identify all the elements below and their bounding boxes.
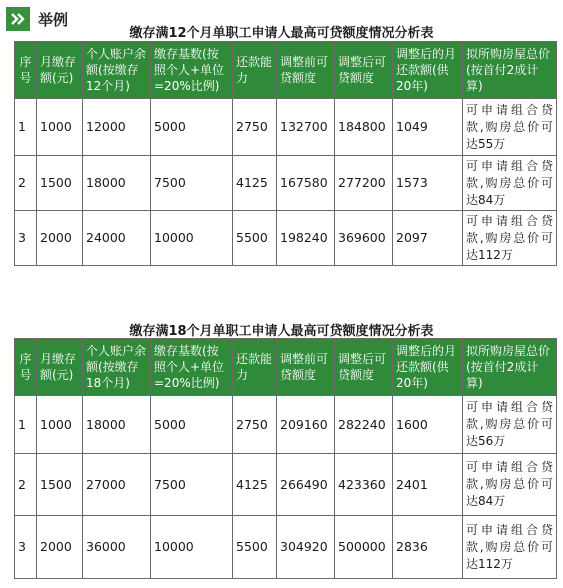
col-header: 拟所购房屋总价(按首付2成计算): [463, 339, 557, 396]
table-cell-note: 可申请组合贷款,购房总价可达112万: [463, 516, 557, 579]
table-cell-note: 可申请组合贷款,购房总价可达112万: [463, 211, 557, 266]
table-cell: 1: [15, 396, 37, 454]
table-cell: 18000: [83, 396, 151, 454]
table-cell: 198240: [277, 211, 335, 266]
table-cell: 2: [15, 156, 37, 211]
table-cell: 2: [15, 454, 37, 516]
table-cell: 1500: [37, 454, 83, 516]
table-cell: 5000: [151, 99, 233, 156]
table-header-row: [15, 42, 557, 99]
table-cell: 10000: [151, 211, 233, 266]
col-header: 调整后可贷额度: [335, 42, 393, 99]
table-cell-note: 可申请组合贷款,购房总价可达84万: [463, 156, 557, 211]
table-cell: 7500: [151, 454, 233, 516]
table-cell: 1000: [37, 396, 83, 454]
table-cell: 369600: [335, 211, 393, 266]
section-title: 举例: [38, 10, 69, 29]
table-cell: 2750: [233, 99, 277, 156]
table-cell: 2000: [37, 211, 83, 266]
col-header: 调整后可贷额度: [335, 339, 393, 396]
table-cell: 2836: [393, 516, 463, 579]
table-cell: 24000: [83, 211, 151, 266]
col-header: 个人账户余额(按缴存12个月): [83, 42, 151, 99]
table-cell: 277200: [335, 156, 393, 211]
table-1: [14, 41, 557, 266]
col-header: 调整后的月还款额(供20年): [393, 42, 463, 99]
col-header: 调整后的月还款额(供20年): [393, 339, 463, 396]
table-cell: 1000: [37, 99, 83, 156]
col-header: 还款能力: [233, 339, 277, 396]
table-cell: 5500: [233, 211, 277, 266]
col-header: 缴存基数(按照个人+单位=20%比例): [151, 42, 233, 99]
table-cell: 5000: [151, 396, 233, 454]
table-cell: 282240: [335, 396, 393, 454]
table-row: [15, 99, 557, 156]
table-cell: 4125: [233, 454, 277, 516]
table-cell-note: 可申请组合贷款,购房总价可达55万: [463, 99, 557, 156]
table-cell: 1573: [393, 156, 463, 211]
table-row: [15, 516, 557, 579]
table-cell: 18000: [83, 156, 151, 211]
table-cell: 1600: [393, 396, 463, 454]
table-cell: 2097: [393, 211, 463, 266]
col-header: 月缴存额(元): [37, 339, 83, 396]
col-header: 月缴存额(元): [37, 42, 83, 99]
table-cell: 12000: [83, 99, 151, 156]
table-cell: 184800: [335, 99, 393, 156]
table-cell: 2750: [233, 396, 277, 454]
table-cell: 2000: [37, 516, 83, 579]
table-row: [15, 454, 557, 516]
table-cell: 2401: [393, 454, 463, 516]
table-cell: 1: [15, 99, 37, 156]
col-header: 调整前可贷额度: [277, 42, 335, 99]
table-cell: 3: [15, 211, 37, 266]
table-cell: 209160: [277, 396, 335, 454]
table-cell: 10000: [151, 516, 233, 579]
table-2: [14, 338, 557, 579]
table-row: [15, 156, 557, 211]
table-2-title: 缴存满18个月单职工申请人最高可贷额度情况分析表: [129, 324, 434, 339]
table-row: [15, 211, 557, 266]
table-cell: 304920: [277, 516, 335, 579]
col-header: 拟所购房屋总价(按首付2成计算): [463, 42, 557, 99]
table-row: [15, 396, 557, 454]
col-header: 还款能力: [233, 42, 277, 99]
table-cell: 27000: [83, 454, 151, 516]
table-cell: 167580: [277, 156, 335, 211]
col-header: 调整前可贷额度: [277, 339, 335, 396]
table-cell: 132700: [277, 99, 335, 156]
table-cell: 5500: [233, 516, 277, 579]
col-header: 个人账户余额(按缴存18个月): [83, 339, 151, 396]
table-cell-note: 可申请组合贷款,购房总价可达84万: [463, 454, 557, 516]
table-cell: 1500: [37, 156, 83, 211]
table-cell: 3: [15, 516, 37, 579]
col-header: 序号: [15, 42, 37, 99]
table-cell: 266490: [277, 454, 335, 516]
table-1-title: 缴存满12个月单职工申请人最高可贷额度情况分析表: [129, 26, 434, 41]
table-cell: 4125: [233, 156, 277, 211]
table-cell-note: 可申请组合贷款,购房总价可达56万: [463, 396, 557, 454]
table-cell: 500000: [335, 516, 393, 579]
table-cell: 1049: [393, 99, 463, 156]
table-cell: 36000: [83, 516, 151, 579]
table-header-row: [15, 339, 557, 396]
table-cell: 7500: [151, 156, 233, 211]
table-cell: 423360: [335, 454, 393, 516]
col-header: 缴存基数(按照个人+单位=20%比例): [151, 339, 233, 396]
col-header: 序号: [15, 339, 37, 396]
